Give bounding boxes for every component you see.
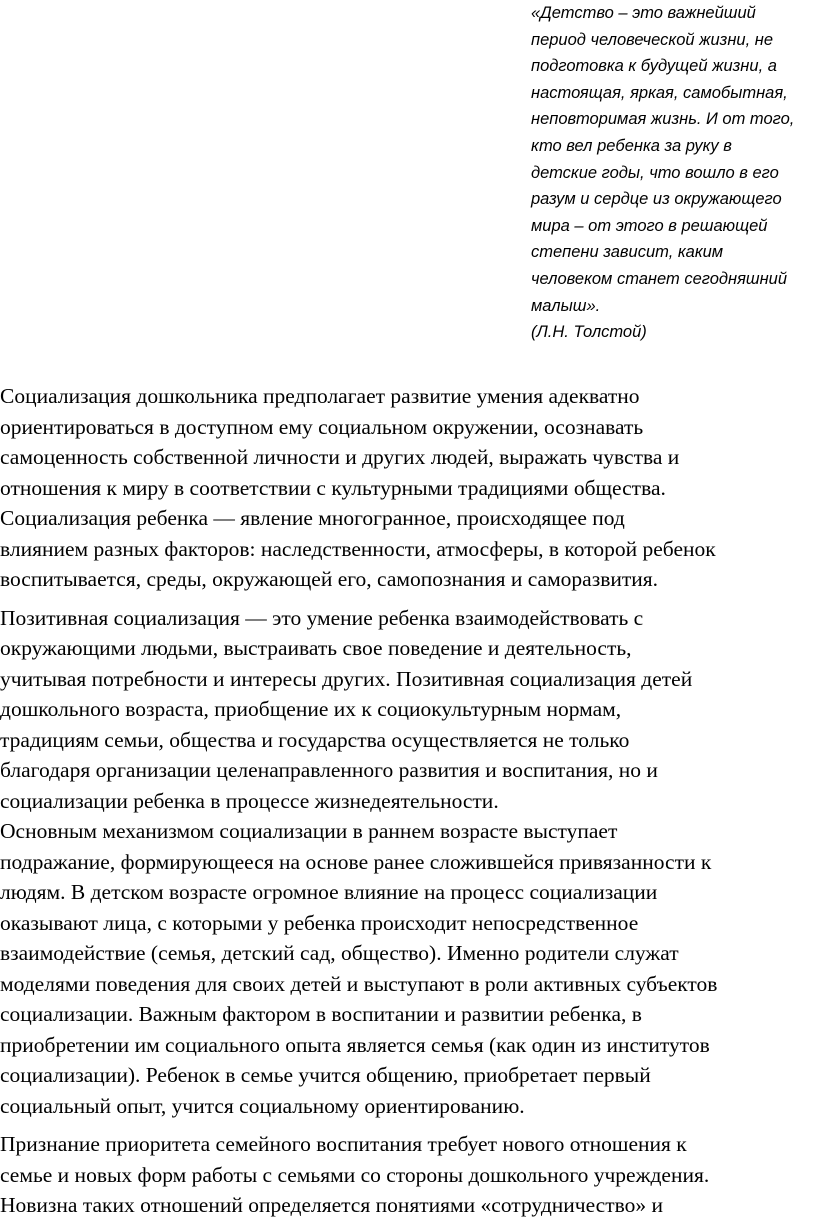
text-line: окружающими людьми, выстраивать свое поведение и деятельность, [0, 636, 632, 660]
text-line: ориентироваться в доступном ему социальном окружении, осознавать [0, 414, 644, 439]
text-line: социализации ребенка в процессе жизнедеятельности. [0, 788, 499, 813]
epigraph-line: подготовка к будущей жизни, а [531, 57, 777, 76]
epigraph-line: мира – от этого в решающей [531, 216, 768, 235]
epigraph-line: малыш». [531, 296, 601, 315]
text-line: традициям семьи, общества и государства осуществляется не только [0, 727, 630, 752]
text-line: социальный опыт, учится социальному ориентированию. [0, 1093, 525, 1118]
epigraph-line: кто вел ребенка за руку в [531, 136, 732, 155]
text-line: приобретении им социального опыта является семья (как один из институтов [0, 1032, 710, 1057]
text-line: влиянием разных факторов: наследственности, атмосферы, в которой ребенок [0, 536, 716, 561]
epigraph-line: настоящая, яркая, самобытная, [531, 83, 788, 102]
text-line: социализации). Ребенок в семье учится общению, приобретает первый [0, 1063, 651, 1087]
text-line: Социализация ребенка — явление многогранное, происходящее под [0, 506, 625, 530]
text-line: людям. В детском возрасте огромное влияние на процесс социализации [0, 880, 658, 904]
text-line: Социализация дошкольника предполагает развитие умения адекватно [0, 384, 640, 408]
text-line: Основным механизмом социализации в раннем возрасте выступает [0, 819, 618, 843]
text-line: самоценность собственной личности и других людей, выражать чувства и [0, 445, 680, 469]
text-line: подражание, формирующееся на основе ранее сложившейся привязанности к [0, 849, 712, 874]
paragraph [0, 603, 816, 1122]
text-line: моделями поведения для своих детей и выступают в роли активных субъектов [0, 971, 718, 996]
text-line: взаимодействие (семья, детский сад, общество). Именно родители служат [0, 941, 679, 965]
document-body [0, 381, 816, 1221]
text-line: дошкольного возраста, приобщение их к социокультурным нормам, [0, 697, 622, 721]
paragraph [0, 1129, 816, 1221]
epigraph-line: период человеческой жизни, не [531, 30, 774, 49]
text-line: воспитывается, среды, окружающей его, самопознания и саморазвития. [0, 567, 659, 591]
paragraph-spacing [0, 595, 816, 603]
text-line: семье и новых форм работы с семьями со стороны дошкольного учреждения. [0, 1162, 710, 1187]
epigraph-line: разум и сердце из окружающего [531, 190, 782, 209]
epigraph-line: детские годы, что вошло в его [531, 163, 779, 182]
epigraph-line: «Детство – это важнейший [531, 4, 756, 22]
epigraph-line: степени зависит, каким [531, 243, 724, 262]
epigraph-line: неповторимая жизнь. И от того, [531, 110, 795, 129]
paragraph-spacing [0, 1121, 816, 1129]
text-line: Новизна таких отношений определяется понятиями «сотрудничество» и [0, 1193, 663, 1217]
text-line: оказывают лица, с которыми у ребенка происходит непосредственное [0, 910, 639, 935]
text-line: благодаря организации целенаправленного развития и воспитания, но и [0, 758, 658, 782]
text-line: Позитивная социализация — это умение ребенка взаимодействовать с [0, 605, 644, 630]
text-line: отношения к миру в соответствии с культурными традициями общества. [0, 475, 666, 500]
paragraph [0, 381, 816, 595]
epigraph-quote [531, 0, 816, 346]
epigraph-author: (Л.Н. Толстой) [531, 323, 647, 342]
epigraph-line: человеком станет сегодняшний [531, 269, 788, 288]
text-line: Признание приоритета семейного воспитания требует нового отношения к [0, 1132, 687, 1156]
text-line: социализации. Важным фактором в воспитании и развитии ребенка, в [0, 1002, 642, 1026]
text-line: учитывая потребности и интересы других. Позитивная социализация детей [0, 666, 693, 691]
